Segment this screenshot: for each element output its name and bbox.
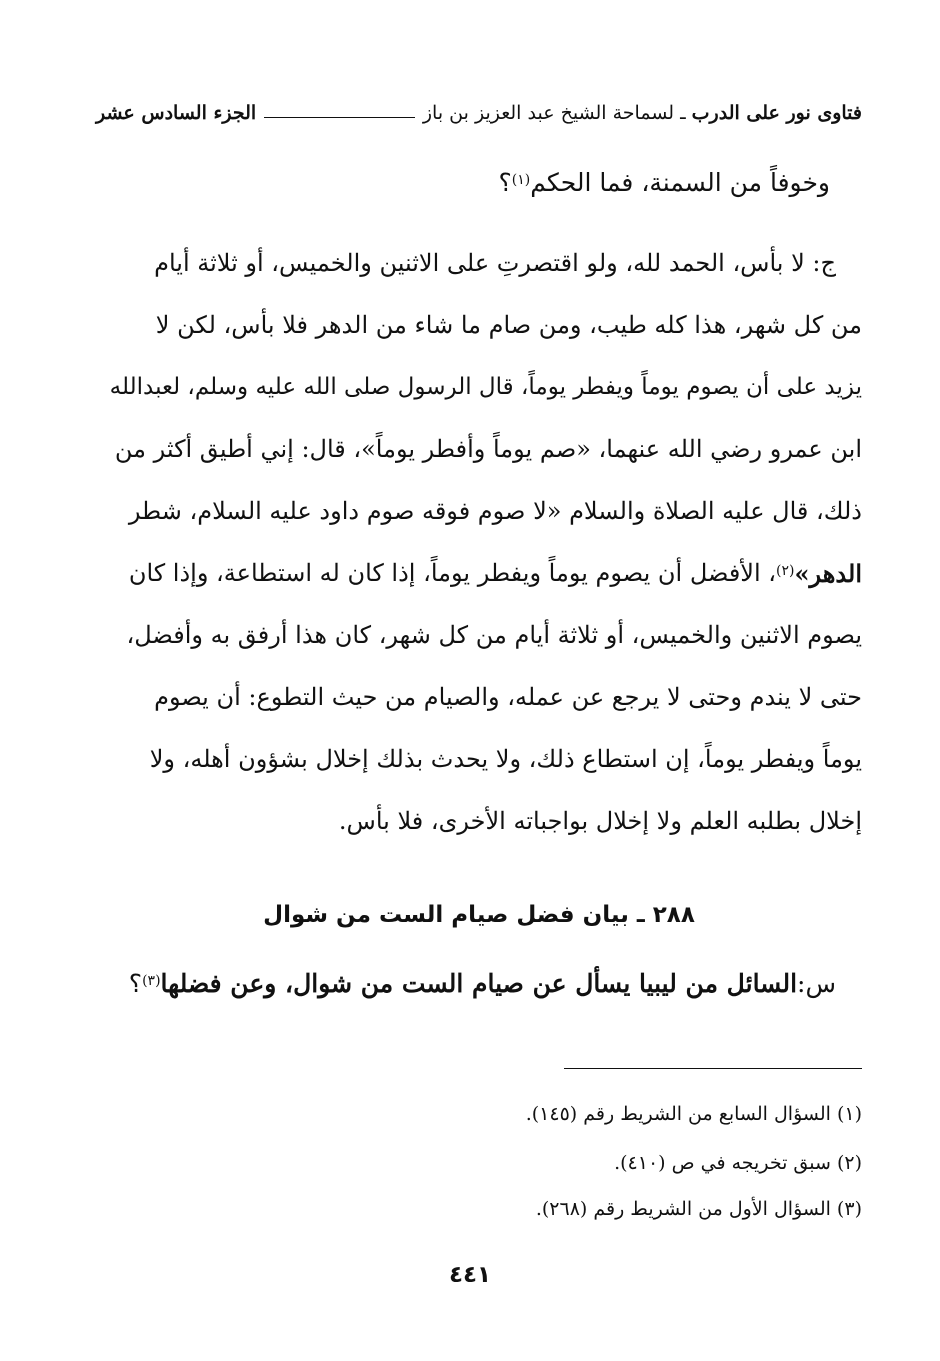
question-2-text: السائل من ليبيا يسأل عن صيام الست من شوال، وعن فضلها bbox=[160, 968, 798, 998]
book-title: فتاوى نور على الدرب bbox=[691, 102, 862, 124]
answer-line-1 bbox=[96, 238, 836, 288]
footnote-1: (١) السؤال السابع من الشريط رقم (١٤٥). bbox=[525, 1103, 862, 1125]
answer-line-text: ، الأفضل أن يصوم يوماً ويفطر يوماً، إذا كان له استطاعة، وإذا كان bbox=[128, 559, 777, 587]
answer-line-2 bbox=[96, 300, 862, 350]
answer-line-8 bbox=[96, 672, 862, 722]
answer-line-7 bbox=[96, 610, 862, 660]
answer-line-text: إخلال بطلبه العلم ولا إخلال بواجباته الأخرى، فلا بأس. bbox=[338, 807, 862, 835]
answer-line-9 bbox=[96, 734, 862, 784]
answer-line-text: ذلك، قال عليه الصلاة والسلام «لا صوم فوقه صوم داود عليه السلام، شطر bbox=[128, 497, 862, 525]
question-1-text: وخوفاً من السمنة، فما الحكم bbox=[530, 167, 830, 197]
answer-line-10 bbox=[96, 796, 862, 846]
header-rule bbox=[264, 117, 415, 118]
author-name: لسماحة الشيخ عبد العزيز بن باز bbox=[422, 102, 675, 124]
answer-line-text: من كل شهر، هذا كله طيب، ومن صام ما شاء من الدهر فلا بأس، لكن لا bbox=[155, 311, 862, 339]
question-1-tail: ؟ bbox=[498, 167, 512, 197]
question-2-tail: ؟ bbox=[128, 968, 143, 998]
running-header bbox=[96, 93, 862, 133]
footnote-2: (٢) سبق تخريجه في ص (٤١٠). bbox=[614, 1152, 862, 1174]
answer-line-6: الدهر» $^{(٢)}$ ، الأفضل أن يصوم يوماً ويفطر يوماً، إذا كان له استطاعة، وإذا كان bbox=[128, 558, 862, 588]
answer-line-text: ج: لا بأس، الحمد لله، ولو اقتصرتِ على الاثنين والخميس، أو ثلاثة أيام bbox=[154, 249, 836, 277]
answer-line-text: يزيد على أن يصوم يوماً ويفطر يوماً، قال الرسول صلى الله عليه وسلم، لعبدالله bbox=[109, 374, 862, 400]
question-1-end: وخوفاً من السمنة، فما الحكم $^{(١)}$ ؟ bbox=[498, 167, 830, 197]
footnote-separator bbox=[564, 1068, 862, 1069]
answer-line-3 bbox=[96, 362, 862, 412]
part-label: الجزء السادس عشر bbox=[96, 102, 257, 124]
answer-line-text: حتى لا يندم وحتى لا يرجع عن عمله، والصيام من حيث التطوع: أن يصوم bbox=[154, 683, 862, 711]
page-number: ٤٤١ bbox=[448, 1262, 492, 1288]
question-prefix: س: bbox=[797, 968, 836, 998]
section-heading: ٢٨٨ ـ بيان فضل صيام الست من شوال bbox=[263, 902, 695, 928]
answer-line-4 bbox=[96, 424, 862, 474]
answer-line-5 bbox=[96, 486, 862, 536]
hadith-end: الدهر» bbox=[794, 558, 862, 588]
answer-line-text: يصوم الاثنين والخميس، أو ثلاثة أيام من كل شهر، كان هذا أرفق به وأفضل، bbox=[126, 621, 862, 649]
header-dash: ـ bbox=[680, 102, 686, 124]
answer-line-text: ابن عمرو رضي الله عنهما، «صم يوماً وأفطر يوماً»، قال: إني أطيق أكثر من bbox=[114, 435, 862, 463]
footnote-3: (٣) السؤال الأول من الشريط رقم (٢٦٨). bbox=[535, 1198, 862, 1220]
answer-line-text: يوماً ويفطر يوماً، إن استطاع ذلك، ولا يحدث بذلك إخلال بشؤون أهله، ولا bbox=[149, 745, 862, 773]
question-2: س: السائل من ليبيا يسأل عن صيام الست من شوال، وعن فضلها $^{(٣)}$ ؟ bbox=[128, 968, 836, 998]
